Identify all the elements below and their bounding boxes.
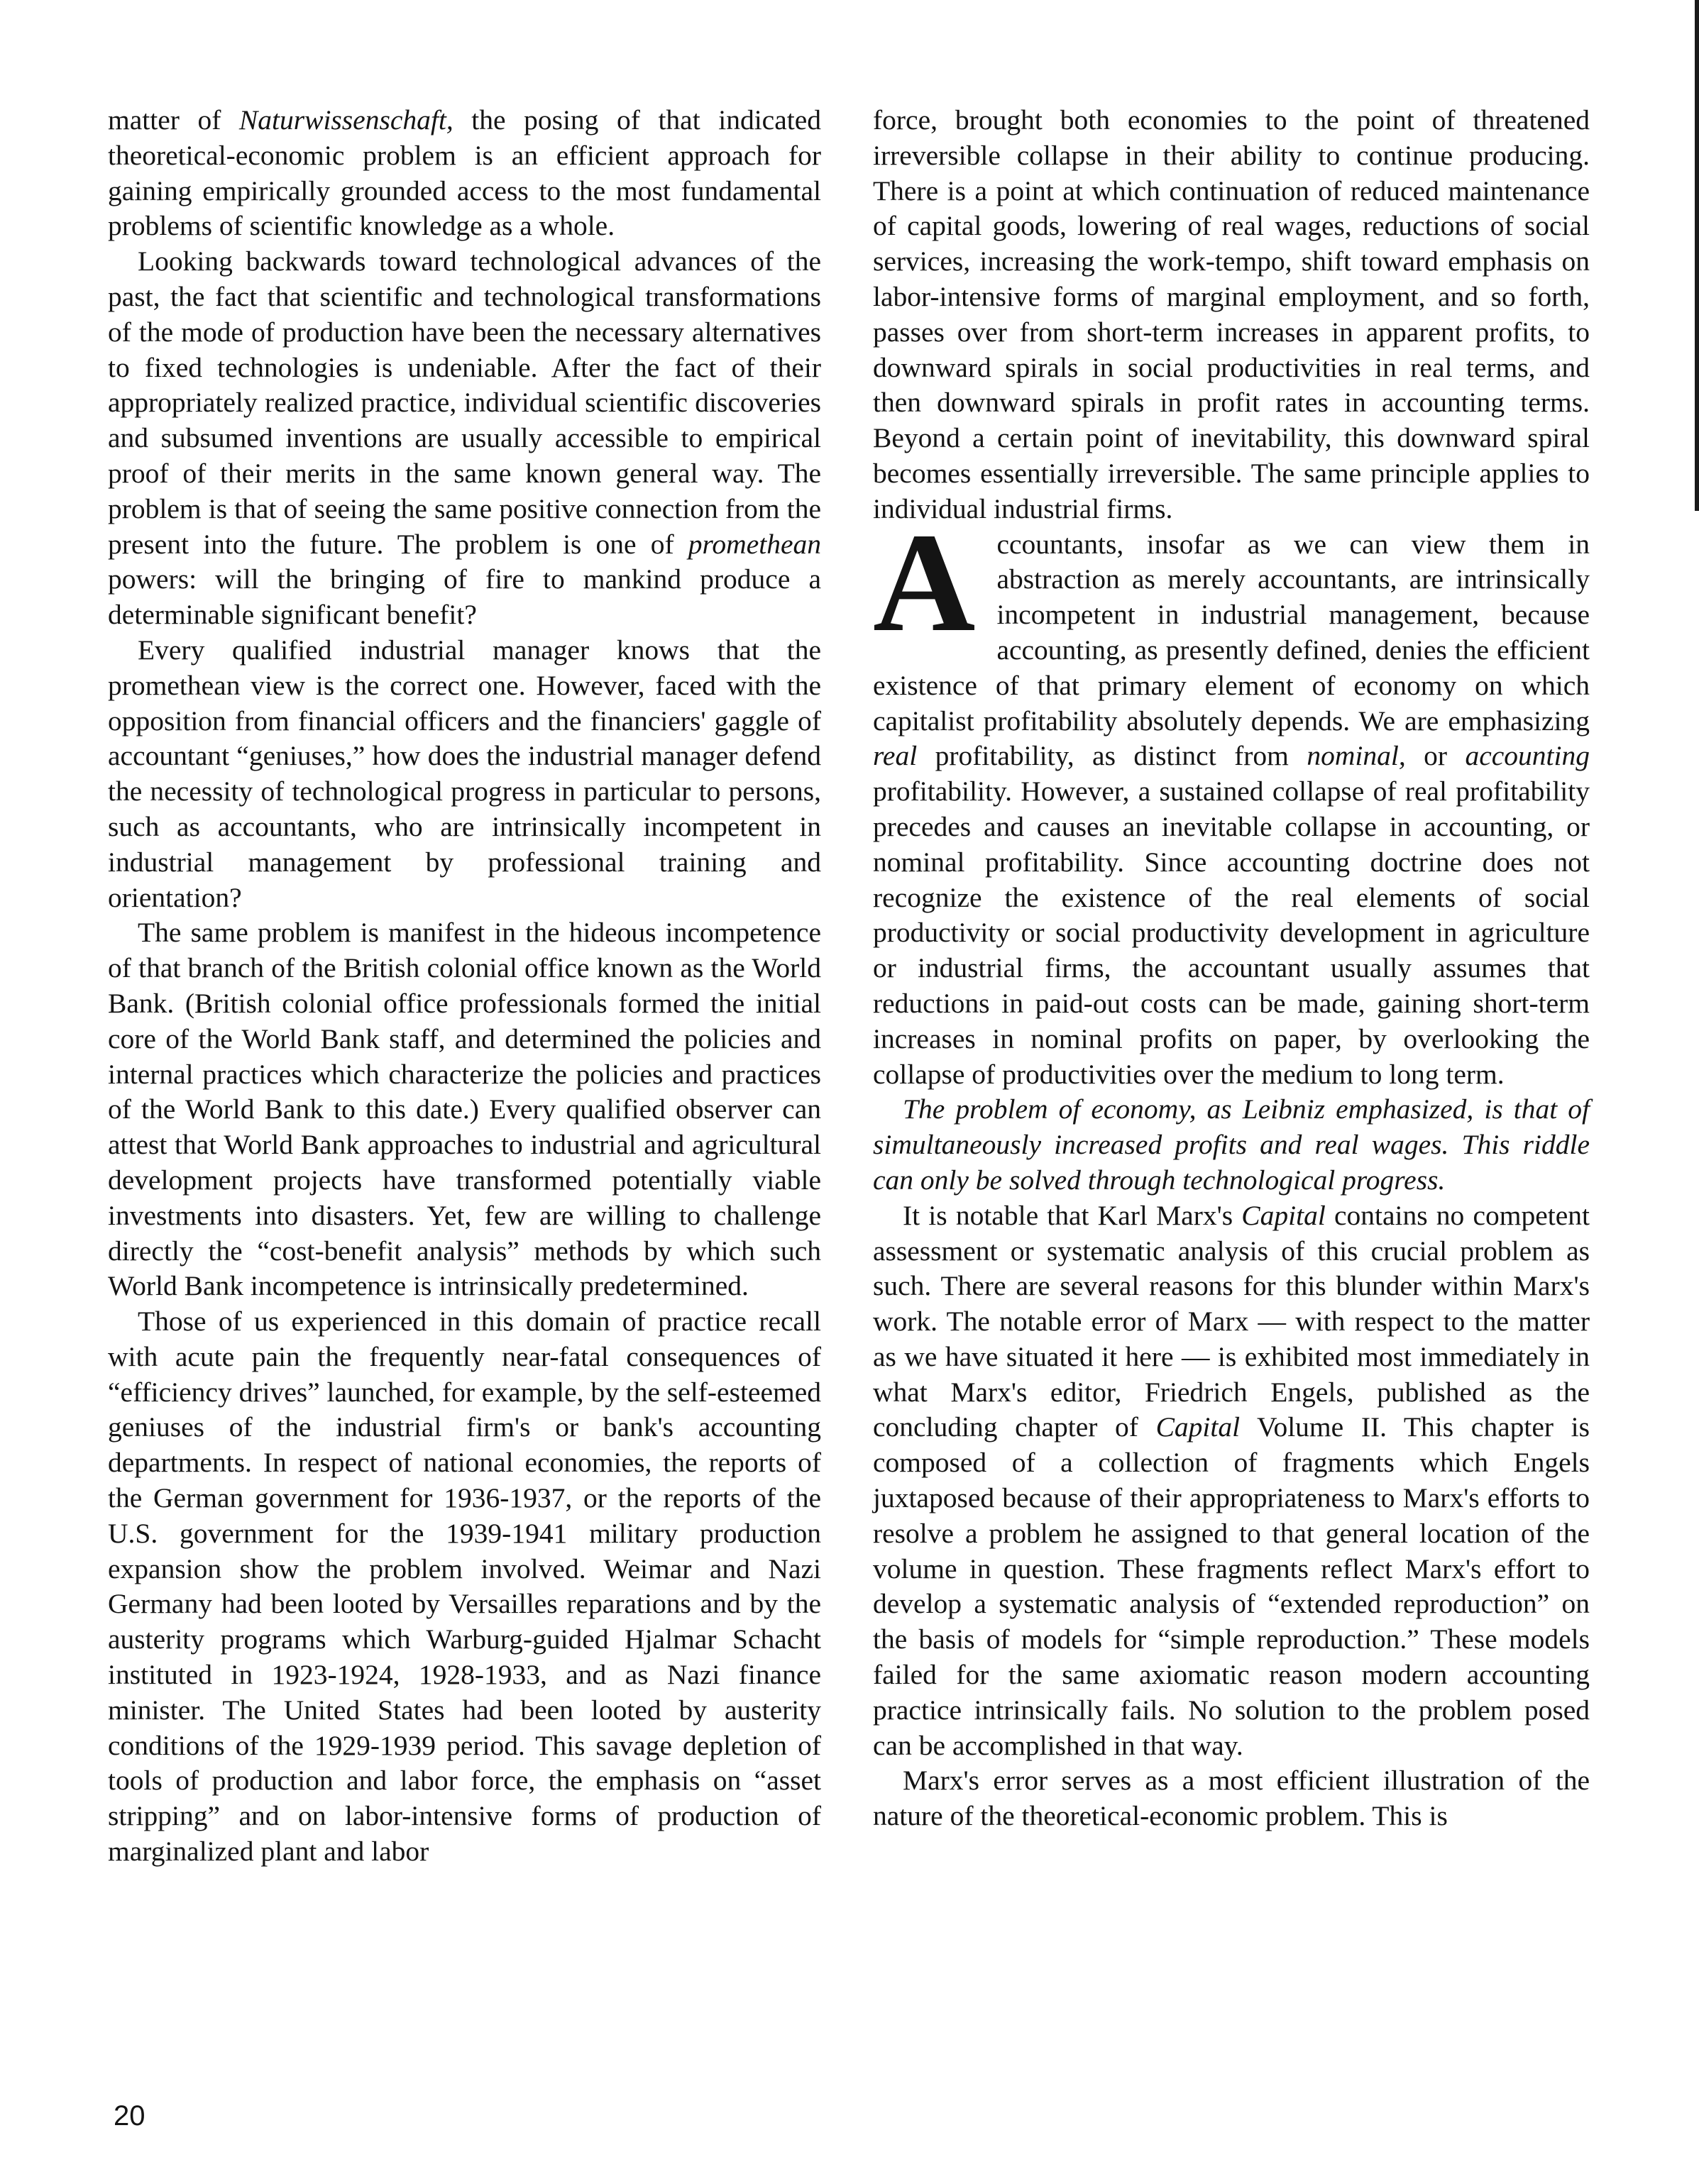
paragraph: force, brought both economies to the point of threatened irreversible collapse in their ability to continue producing. There is a point at which continuation of reduced maintenance of capital goods, lowering of real wages, reductions of social services, increasing the work-tempo, shift toward emphasis on labor-intensive forms of marginal employment, and so forth, passes over from short-term increases in apparent profits, to downward spirals in social productivities in real terms, and then downward spirals in profit rates in accounting terms. Beyond a certain point of inevitability, this downward spiral becomes essentially irreversible. The same principle applies to individual industrial firms. [873,104,1590,524]
page-number: 20 [114,2100,145,2131]
paragraph: Marx's error serves as a most efficient illustration of the nature of the theoretical-economic problem. This is [873,1765,1590,1832]
emphasis-text: Naturwissenschaft, [238,104,453,136]
emphasis-text: real [873,740,918,772]
emphasis-text: nominal, [1307,740,1406,772]
paragraph: It is notable that Karl Marx's Capital contains no competent assessment or systematic analysis of this crucial problem as such. There are several reasons for this blunder within Marx's work. The notable error of Marx — with respect to the matter as we have situated it here — is exhibited most immediately in what Marx's editor, Friedrich Engels, published as the concluding chapter of Capital Volume II. This chapter is composed of a collection of fragments which Engels juxtaposed because of their appropriateness to Marx's efforts to resolve a problem he assigned to that general location of the volume in question. These fragments reflect Marx's effort to develop a systematic analysis of “extended reproduction” on the basis of models for “simple reproduction.” These models failed for the same axiomatic reason modern accounting practice intrinsically fails. No solution to the problem posed can be accomplished in that way. [873,1199,1590,1761]
book-title: Capital [1241,1199,1326,1231]
italic-paragraph: The problem of economy, as Leibniz emphasized, is that of simultaneously increased profits and real wages. This riddle can only be solved through technological progress. [873,1093,1590,1196]
paragraph: The same problem is manifest in the hideous incompetence of that branch of the British colonial office known as the World Bank. (British colonial office professionals formed the initial core of the World Bank staff, and determined the policies and internal practices which characterize the policies and practices of the World Bank to this date.) Every qualified observer can attest that World Bank approaches to industrial and agricultural development projects have transformed potentially viable investments into disasters. Yet, few are willing to challenge directly the “cost-benefit analysis” methods by which such World Bank incompetence is intrinsically predetermined. [108,917,821,1302]
paragraph: Every qualified industrial manager knows that the promethean view is the correct one. However, faced with the opposition from financial officers and the financiers' gaggle of accountant “geniuses,” how does the industrial manager defend the necessity of technological progress in particular to persons, such as accountants, who are intrinsically incompetent in industrial management by professional training and orientation? [108,634,821,913]
book-title: Capital [1155,1411,1241,1443]
emphasis-text: promethean [688,528,821,560]
paragraph: Looking backwards toward technological advances of the past, the fact that scientific and technological transformations of the mode of production have been the necessary alternatives to fixed technologies is undeniable. After the fact of their appropriately realized practice, individual scientific discoveries and subsumed inventions are usually accessible to empirical proof of their merits in the same known general way. The problem is that of seeing the same positive connection from the present into the future. The problem is one of promethean powers: will the bringing of fire to mankind produce a determinable significant benefit? [108,246,821,631]
paragraph-with-drop-cap: Accountants, insofar as we can view them in abstraction as merely accountants, are intrinsically incompetent in industrial management, because accounting, as presently defined, denies the efficient existence of that primary element of economy on which capitalist profitability absolutely depends. We are emphasizing real profitability, as distinct from nominal, or accounting profitability. However, a sustained collapse of real profitability precedes and causes an inevitable collapse in accounting, or nominal profitability. Since accounting doctrine does not recognize the existence of the real elements of social productivity or social productivity development in agriculture or industrial firms, the accountant usually assumes that reductions in paid-out costs can be made, gaining short-term increases in nominal profits on paper, by overlooking the collapse of productivities over the medium to long term. [873,504,1590,1090]
paragraph: Those of us experienced in this domain of practice recall with acute pain the frequently near-fatal consequences of “efficiency drives” launched, for example, by the self-esteemed geniuses of the industrial firm's or bank's accounting departments. In respect of national economies, the reports of the German government for 1936-1937, or the reports of the U.S. government for the 1939-1941 military production expansion show the problem involved. Weimar and Nazi Germany had been looted by Versailles reparations and by the austerity programs which Warburg-guided Hjalmar Schacht instituted in 1923-1924, 1928-1933, and as Nazi finance minister. The United States had been looted by austerity conditions of the 1929-1939 period. This savage depletion of tools of production and labor force, the emphasis on “asset stripping” and on labor-intensive forms of production of marginalized plant and labor [108,1306,821,1868]
drop-cap: A [873,504,976,661]
emphasis-text: accounting [1465,740,1590,772]
right-column [873,103,1590,1834]
page-edge-rule [1695,0,1699,511]
paragraph: matter of Naturwissenschaft, the posing of that indicated theoretical-economic problem is an efficient approach for gaining empirically grounded access to the most fundamental problems of scientific knowledge as a whole. [108,104,821,242]
left-column [108,103,821,1870]
